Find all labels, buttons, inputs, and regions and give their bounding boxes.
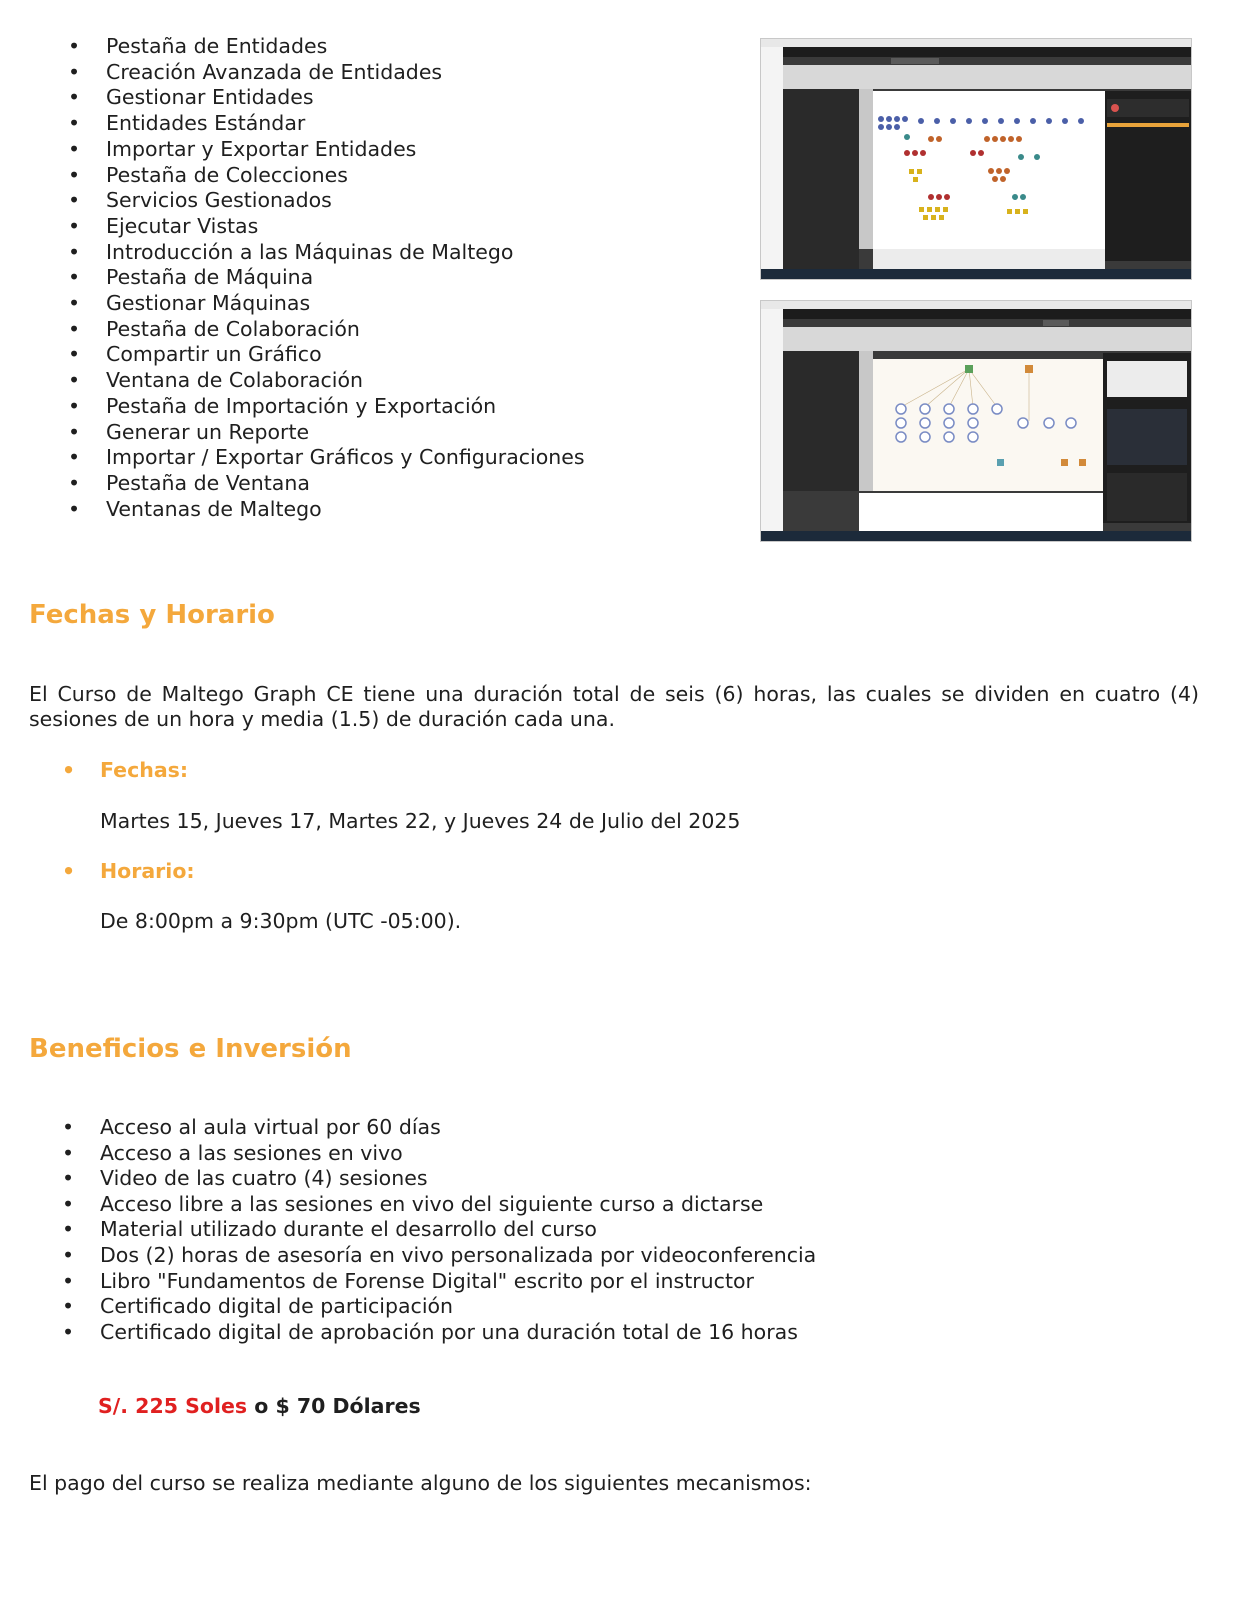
list-item: • Ejecutar Vistas — [68, 214, 585, 240]
payment-text: El pago del curso se realiza mediante alguno de los siguientes mecanismos: — [29, 1471, 812, 1495]
maltego-screenshot-collaboration — [760, 38, 1192, 280]
dates-label: Fechas: — [100, 758, 189, 782]
list-item: • Pestaña de Máquina — [68, 265, 585, 291]
list-item: • Acceso libre a las sesiones en vivo del siguiente curso a dictarse — [62, 1192, 816, 1218]
list-item: • Libro "Fundamentos de Forense Digital" escrito por el instructor — [62, 1269, 816, 1295]
price-dollars: o $ 70 Dólares — [247, 1394, 421, 1418]
list-item: • Ventana de Colaboración — [68, 368, 585, 394]
time-label: Horario: — [100, 859, 195, 883]
benefits-list — [62, 1115, 816, 1345]
list-item: • Gestionar Entidades — [68, 85, 585, 111]
list-item: • Material utilizado durante el desarrollo del curso — [62, 1217, 816, 1243]
list-item: • Generar un Reporte — [68, 420, 585, 446]
list-item: • Ventanas de Maltego — [68, 497, 585, 523]
list-item: • Dos (2) horas de asesoría en vivo personalizada por videoconferencia — [62, 1243, 816, 1269]
list-item: • Certificado digital de participación — [62, 1294, 816, 1320]
dates-value: Martes 15, Jueves 17, Martes 22, y Jueves 24 de Julio del 2025 — [100, 809, 741, 833]
list-item: • Pestaña de Colecciones — [68, 163, 585, 189]
price-soles: S/. 225 Soles — [98, 1394, 248, 1418]
list-item: • Pestaña de Entidades — [68, 34, 585, 60]
course-topics-list — [68, 34, 585, 522]
schedule-intro: El Curso de Maltego Graph CE tiene una duración total de seis (6) horas, las cuales se dividen en cuatro (4) sesiones de un hora y media (1.5) de duración cada una. — [29, 682, 1199, 731]
list-item: • Entidades Estándar — [68, 111, 585, 137]
bullet-icon: • — [62, 859, 76, 883]
list-item: • Importar y Exportar Entidades — [68, 137, 585, 163]
time-value: De 8:00pm a 9:30pm (UTC -05:00). — [100, 909, 462, 933]
list-item: • Gestionar Máquinas — [68, 291, 585, 317]
maltego-screenshot-windows — [760, 300, 1192, 542]
list-item: • Pestaña de Colaboración — [68, 317, 585, 343]
list-item: • Creación Avanzada de Entidades — [68, 60, 585, 86]
list-item: • Introducción a las Máquinas de Maltego — [68, 240, 585, 266]
list-item: • Compartir un Gráfico — [68, 342, 585, 368]
bullet-icon: • — [62, 758, 76, 782]
list-item: • Importar / Exportar Gráficos y Configuraciones — [68, 445, 585, 471]
schedule-heading: Fechas y Horario — [29, 600, 275, 630]
list-item: • Servicios Gestionados — [68, 188, 585, 214]
list-item: • Pestaña de Importación y Exportación — [68, 394, 585, 420]
benefits-heading: Beneficios e Inversión — [29, 1034, 352, 1064]
list-item: • Pestaña de Ventana — [68, 471, 585, 497]
list-item: • Acceso a las sesiones en vivo — [62, 1141, 816, 1167]
list-item: • Acceso al aula virtual por 60 días — [62, 1115, 816, 1141]
list-item: • Certificado digital de aprobación por una duración total de 16 horas — [62, 1320, 816, 1346]
list-item: • Video de las cuatro (4) sesiones — [62, 1166, 816, 1192]
price-line — [98, 1394, 421, 1418]
